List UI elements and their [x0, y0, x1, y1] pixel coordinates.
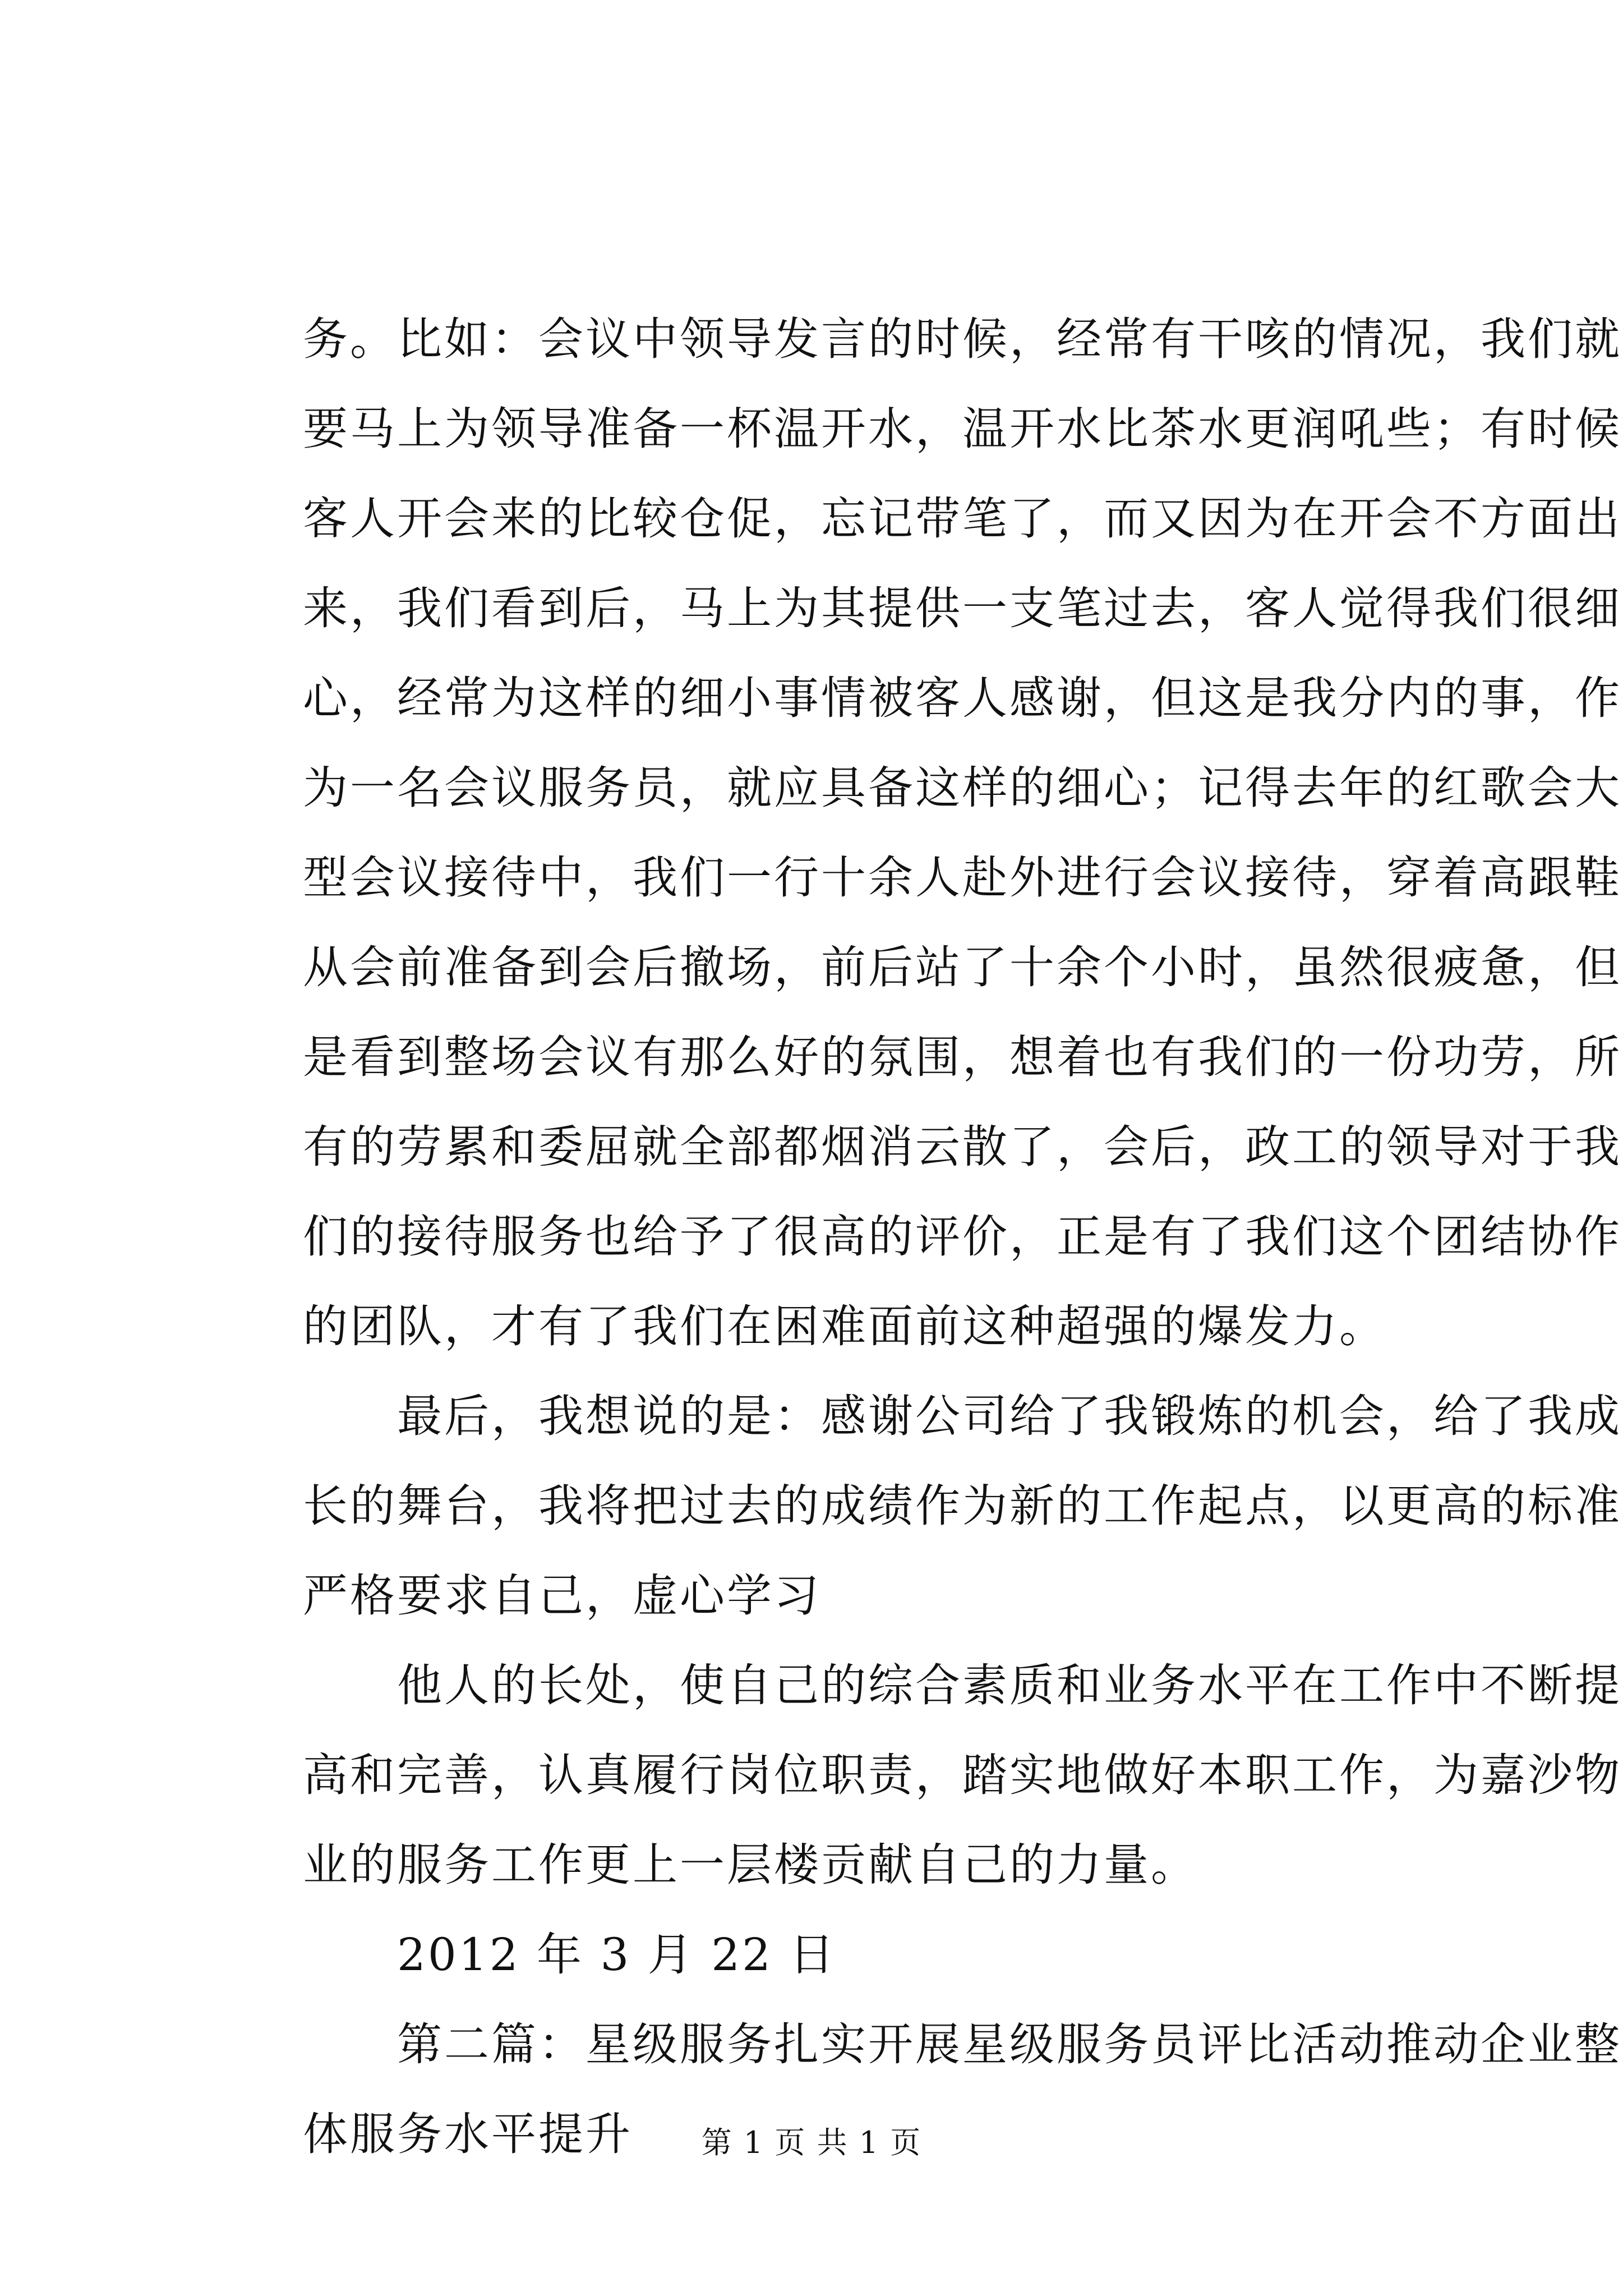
text-line-3: 客人开会来的比较仓促，忘记带笔了，而又因为在开会不方面出	[303, 493, 1622, 545]
text-line-10: 有的劳累和委屈就全部都烟消云散了，会后，政工的领导对于我	[303, 1121, 1622, 1173]
paragraph-start-line: 他人的长处，使自己的综合素质和业务水平在工作中不断提	[303, 1659, 1622, 1711]
text-line-7: 型会议接待中，我们一行十余人赴外进行会议接待，穿着高跟鞋	[303, 852, 1622, 904]
text-line-6: 为一名会议服务员，就应具备这样的细心；记得去年的红歌会大	[303, 762, 1622, 814]
paragraph-start-line: 最后，我想说的是：感谢公司给了我锻炼的机会，给了我成	[303, 1390, 1622, 1442]
text-line-14: 长的舞台，我将把过去的成绩作为新的工作起点，以更高的标准	[303, 1480, 1622, 1532]
text-line-8: 从会前准备到会后撤场，前后站了十余个小时，虽然很疲惫，但	[303, 941, 1622, 993]
text-line-1: 务。比如：会议中领导发言的时候，经常有干咳的情况，我们就	[303, 313, 1622, 365]
section-heading-line-2: 体服务水平提升	[303, 2108, 633, 2160]
text-line-2: 要马上为领导准备一杯温开水，温开水比茶水更润吼些；有时候	[303, 403, 1622, 455]
document-body	[303, 295, 1622, 2179]
page-number-footer: 第 1 页 共 1 页	[701, 2125, 922, 2160]
text-line-9: 是看到整场会议有那么好的氛围，想着也有我们的一份功劳，所	[303, 1031, 1622, 1083]
text-line-5: 心，经常为这样的细小事情被客人感谢，但这是我分内的事，作	[303, 672, 1622, 724]
text-line-17: 高和完善，认真履行岗位职责，踏实地做好本职工作，为嘉沙物	[303, 1749, 1622, 1801]
text-line-18: 业的服务工作更上一层楼贡献自己的力量。	[303, 1839, 1198, 1891]
text-line-4: 来，我们看到后，马上为其提供一支笔过去，客人觉得我们很细	[303, 582, 1622, 634]
date-line: 2012 年 3 月 22 日	[303, 1929, 837, 1981]
text-line-15: 严格要求自己，虚心学习	[303, 1570, 821, 1622]
text-line-11: 们的接待服务也给予了很高的评价，正是有了我们这个团结协作	[303, 1211, 1622, 1263]
text-line-12: 的团队，才有了我们在困难面前这种超强的爆发力。	[303, 1300, 1386, 1352]
section-heading-line: 第二篇：星级服务扎实开展星级服务员评比活动推动企业整	[303, 2018, 1622, 2070]
